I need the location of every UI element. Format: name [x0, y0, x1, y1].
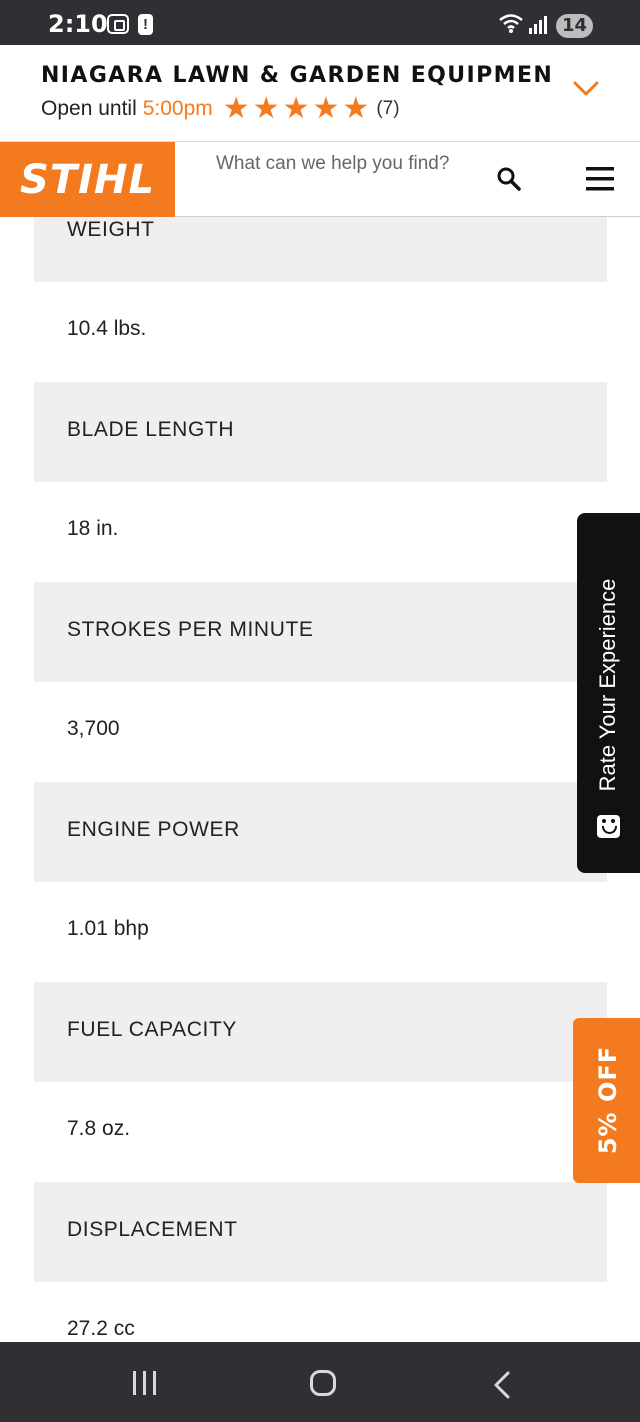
spec-label-row [34, 582, 607, 682]
dealer-hours: 5:00pm [142, 97, 213, 120]
spec-label: FUEL CAPACITY [67, 1018, 237, 1041]
menu-icon[interactable] [586, 166, 614, 192]
wifi-icon [498, 12, 524, 34]
spec-label-row [34, 382, 607, 482]
search-input[interactable]: What can we help you find? [216, 153, 450, 174]
spec-label-row [34, 982, 607, 1082]
spec-label: ENGINE POWER [67, 818, 240, 841]
dealer-name: NIAGARA LAWN & GARDEN EQUIPMEN [41, 63, 554, 88]
chevron-down-icon[interactable] [572, 79, 600, 99]
spec-label: STROKES PER MINUTE [67, 618, 314, 641]
rate-experience-tab[interactable] [577, 513, 640, 873]
spec-label: DISPLACEMENT [67, 1218, 238, 1241]
spec-label-row [34, 782, 607, 882]
status-bar [0, 0, 640, 45]
alert-icon: ! [138, 14, 153, 35]
spec-label: WEIGHT [67, 218, 155, 241]
status-time: 2:10 [48, 10, 108, 38]
spec-value: 18 in. [67, 517, 119, 540]
spec-list [0, 217, 640, 1342]
site-nav [0, 142, 640, 217]
spec-value: 7.8 oz. [67, 1117, 131, 1140]
back-icon[interactable] [492, 1371, 512, 1399]
recents-icon[interactable] [131, 1371, 159, 1395]
stihl-logo[interactable]: STIHL [0, 142, 175, 217]
dealer-header[interactable] [0, 45, 640, 142]
spec-label: BLADE LENGTH [67, 418, 235, 441]
signal-icon [528, 14, 548, 34]
spec-label-row [34, 1182, 607, 1282]
dealer-hours-line [41, 92, 400, 125]
star-icon: ★ [312, 92, 340, 125]
rating-stars [222, 92, 373, 125]
screenshot-icon [107, 14, 129, 34]
home-icon[interactable] [310, 1370, 336, 1396]
star-icon: ★ [252, 92, 280, 125]
star-icon: ★ [342, 92, 370, 125]
open-label: Open until [41, 97, 137, 120]
star-icon: ★ [282, 92, 310, 125]
discount-label: 5% OFF [594, 1045, 622, 1155]
spec-value: 3,700 [67, 717, 120, 740]
spec-value: 1.01 bhp [67, 917, 149, 940]
spec-value: 27.2 cc [67, 1317, 135, 1340]
spec-label-row [34, 217, 607, 282]
battery-icon: 14 [556, 14, 593, 38]
discount-tab[interactable] [573, 1018, 640, 1183]
star-icon: ★ [222, 92, 250, 125]
system-nav-bar [0, 1342, 640, 1422]
spec-value: 10.4 lbs. [67, 317, 147, 340]
rating-count[interactable]: (7) [376, 98, 400, 119]
search-icon[interactable] [496, 166, 522, 192]
smiley-icon [597, 815, 620, 838]
rate-experience-label: Rate Your Experience [595, 578, 620, 792]
